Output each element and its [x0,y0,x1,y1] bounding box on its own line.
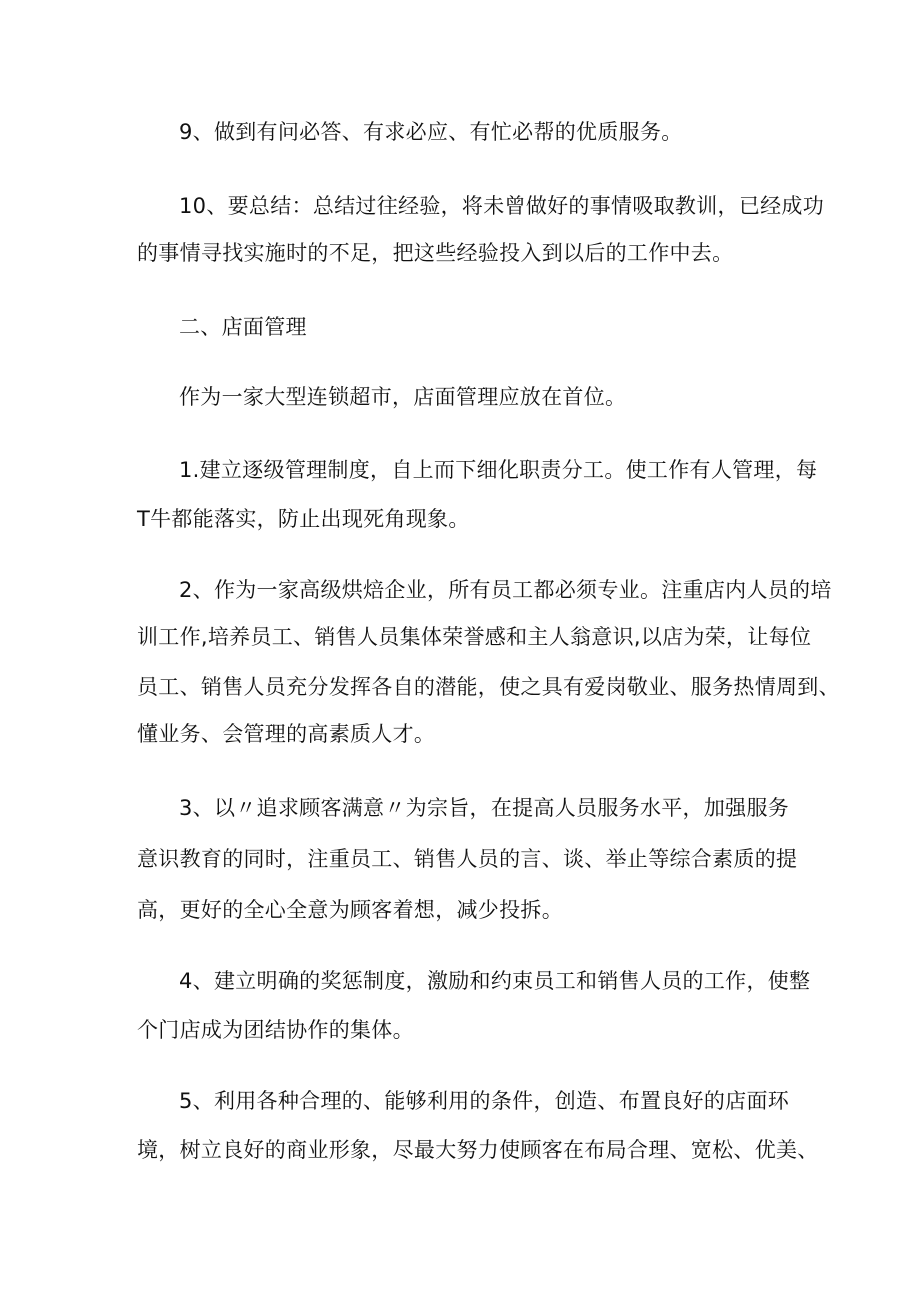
paragraph-item-10-continued: 的事情寻找实施时的不足，把这些经验投入到以后的工作中去。 [137,241,734,265]
paragraph-item-10: 10、要总结：总结过往经验，将未曾做好的事情吸取教训，已经成功 [179,194,825,218]
list-item-5-continued: 境，树立良好的商业形象，尽最大努力使顾客在布局合理、宽松、优美、 [137,1138,819,1162]
list-item-1-continued: T牛都能落实，防止出现死角现象。 [137,507,470,531]
list-item-3-line-3: 高，更好的全心全意为顾客着想，减少投拆。 [137,898,563,922]
list-item-5: 5、利用各种合理的、能够利用的条件，创造、布置良好的店面环 [179,1089,790,1113]
list-item-2-line-2: 训工作,培养员工、销售人员集体荣誉感和主人翁意识,以店为荣，让每位 [137,625,812,649]
list-item-2-line-4: 懂业务、会管理的高素质人才。 [137,722,436,746]
list-item-4-continued: 个门店成为团结协作的集体。 [137,1018,414,1042]
list-item-3-line-2: 意识教育的同时，注重员工、销售人员的言、谈、举止等综合素质的提 [137,847,798,871]
section-intro: 作为一家大型连锁超市，店面管理应放在首位。 [179,385,627,409]
list-item-2: 2、作为一家高级烘焙企业，所有员工都必须专业。注重店内人员的培 [179,578,832,602]
list-item-2-line-3: 员工、销售人员充分发挥各自的潜能，使之具有爱岗敬业、服务热情周到、 [137,675,840,699]
list-item-3: 3、以〃追求顾客满意〃为宗旨，在提高人员服务水平，加强服务 [179,796,790,820]
paragraph-item-9: 9、做到有问必答、有求必应、有忙必帮的优质服务。 [179,120,683,144]
list-item-4: 4、建立明确的奖惩制度，激励和约束员工和销售人员的工作，使整 [179,969,811,993]
list-item-1: 1.建立逐级管理制度，自上而下细化职责分工。使工作有人管理，每 [179,458,818,482]
section-heading-store-management: 二、店面管理 [179,315,307,339]
